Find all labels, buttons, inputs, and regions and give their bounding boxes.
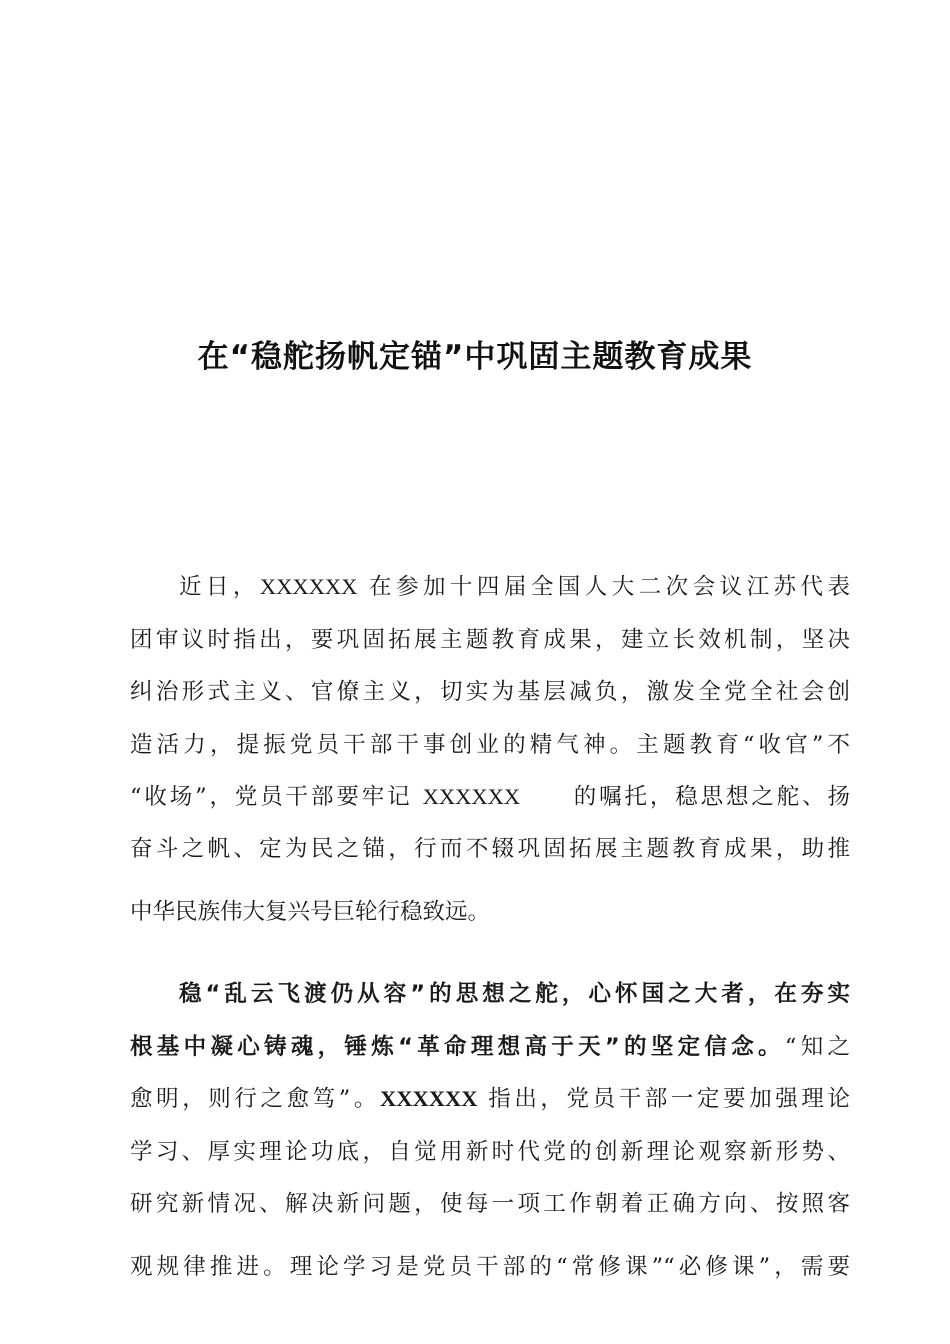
paragraph-line	[130, 780, 850, 814]
text-run: 近日，	[179, 574, 260, 600]
paragraph-line: 观规律推进。理论学习是党员干部的“常修课”“必修课”，需要	[130, 1254, 850, 1280]
paragraph-line: 造活力，提振党员干部干事创业的精气神。主题教育“收官”不	[130, 732, 850, 758]
text-run: 在参加十四届全国人大二次会议江苏代表	[357, 574, 850, 600]
bold-text-run: 根基中凝心铸魂，锤炼“革命理想高于天”的坚定信念。	[130, 1034, 785, 1060]
paragraph-line: 纠治形式主义、官僚主义，切实为基层减负，激发全党全社会创	[130, 679, 850, 705]
paragraph-line	[130, 1030, 850, 1064]
text-run: “知之	[784, 1034, 851, 1060]
text-run: 的嘱托，稳思想之舵、扬	[520, 784, 850, 810]
text-run: 指出，党员干部一定要加强理论	[477, 1086, 850, 1112]
paragraph-line	[130, 570, 850, 604]
redacted-name: XXXXXX	[259, 574, 358, 599]
paragraph-line: 中华民族伟大复兴号巨轮行稳致远。	[130, 899, 491, 925]
text-run: 愈明，则行之愈笃”。	[130, 1086, 380, 1112]
redacted-name: XXXXXX	[422, 784, 521, 809]
paragraph-line: 奋斗之帆、定为民之锚，行而不辍巩固拓展主题教育成果，助推	[130, 836, 850, 862]
paragraph-line: 学习、厚实理论功底，自觉用新时代党的创新理论观察新形势、	[130, 1139, 850, 1165]
paragraph-heading-line: 稳“乱云飞渡仍从容”的思想之舵，心怀国之大者，在夯实	[179, 981, 850, 1007]
document-title: 在“稳舵扬帆定锚”中巩固主题教育成果	[197, 339, 753, 375]
redacted-name: XXXXXX	[379, 1086, 478, 1111]
paragraph-line: 团审议时指出，要巩固拓展主题教育成果，建立长效机制，坚决	[130, 627, 850, 653]
text-run: “收场”，党员干部要牢记	[130, 784, 423, 810]
paragraph-line: 研究新情况、解决新问题，使每一项工作朝着正确方向、按照客	[130, 1191, 850, 1217]
paragraph-line	[130, 1082, 850, 1116]
